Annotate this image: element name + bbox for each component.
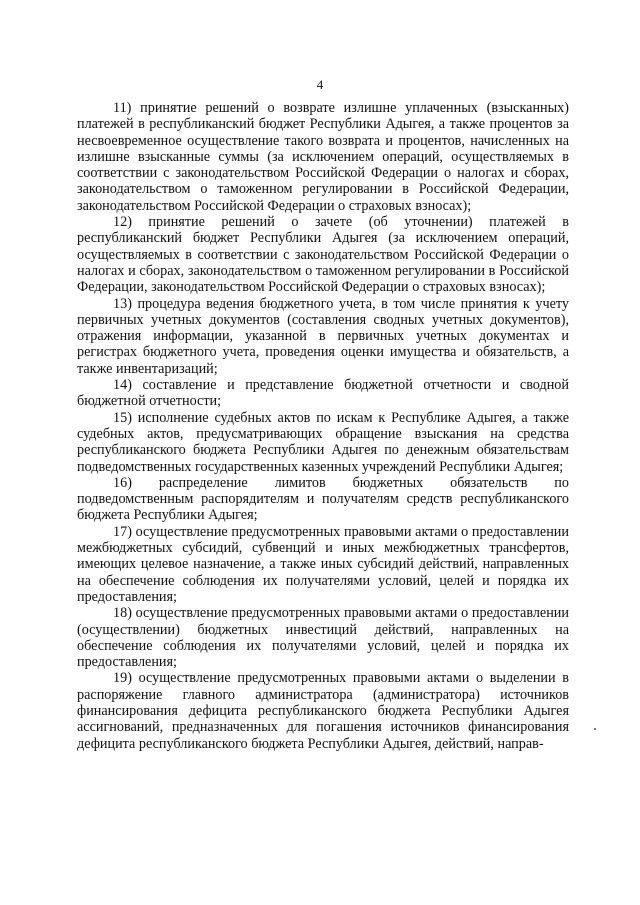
paragraph-item-12: 12) принятие решений о зачете (об уточнении) платежей в республиканский бюджет Республики Адыгея (за исключением операций, осуществляемых в соответствии с законодательством Российской Федерации о налогах и сборах, законодательством о таможенном регулировании в Российской Федерации, законодательством Российской Федерации о страховых взносах);	[77, 214, 569, 296]
document-body	[77, 100, 569, 752]
paragraph-item-16: 16) распределение лимитов бюджетных обязательств по подведомственным распорядителям и получателям средств республиканского бюджета Республики Адыгея;	[77, 474, 569, 524]
paragraph-item-17: 17) осуществление предусмотренных правовыми актами о предоставлении межбюджетных субсидий, субвенций и иных межбюджетных трансфертов, имеющих целевое назначение, а также иных субсидий действий, направленных на обеспечение соблюдения их получателями условий, целей и порядка их предоставления;	[77, 523, 569, 605]
paragraph-item-14: 14) составление и представление бюджетной отчетности и сводной бюджетной отчетности;	[77, 377, 569, 410]
paragraph-item-13: 13) процедура ведения бюджетного учета, в том числе принятия к учету первичных учетных документов (составления сводных учетных документов), отражения информации, указанной в первичных учетных документах и регистрах бюджетного учета, проведения оценки имущества и обязательств, а также инвентаризаций;	[77, 295, 569, 377]
scan-speck	[594, 728, 596, 730]
paragraph-item-18: 18) осуществление предусмотренных правовыми актами о предоставлении (осуществлении) бюджетных инвестиций действий, направленных на обеспечение соблюдения их получателями условий, целей и порядка их предоставления;	[77, 605, 569, 671]
page-number: 4	[316, 77, 324, 92]
paragraph-item-15: 15) исполнение судебных актов по искам к Республике Адыгея, а также судебных актов, предусматривающих обращение взыскания на средства республиканского бюджета Республики Адыгея по денежным обязательствам подведомственных государственных казенных учреждений Республики Адыгея;	[77, 409, 569, 475]
paragraph-item-19: 19) осуществление предусмотренных правовыми актами о выделении в распоряжение главного администратора (администратора) источников финансирования дефицита республиканского бюджета Республики Адыгея ассигнований, предназначенных для погашения источников финансирования дефицита республиканского бюджета Республики Адыгея, действий, направ-	[77, 670, 569, 752]
paragraph-item-11: 11) принятие решений о возврате излишне уплаченных (взысканных) платежей в республиканский бюджет Республики Адыгея, а также процентов за несвоевременное осуществление такого возврата и процентов, начисленных на излишне взысканные суммы (за исключением операций, осуществляемых в соответствии с законодательством Российской Федерации о налогах и сборах, законодательством о таможенном регулировании в Российской Федерации, законодательством Российской Федерации о страховых взносах);	[77, 100, 569, 214]
